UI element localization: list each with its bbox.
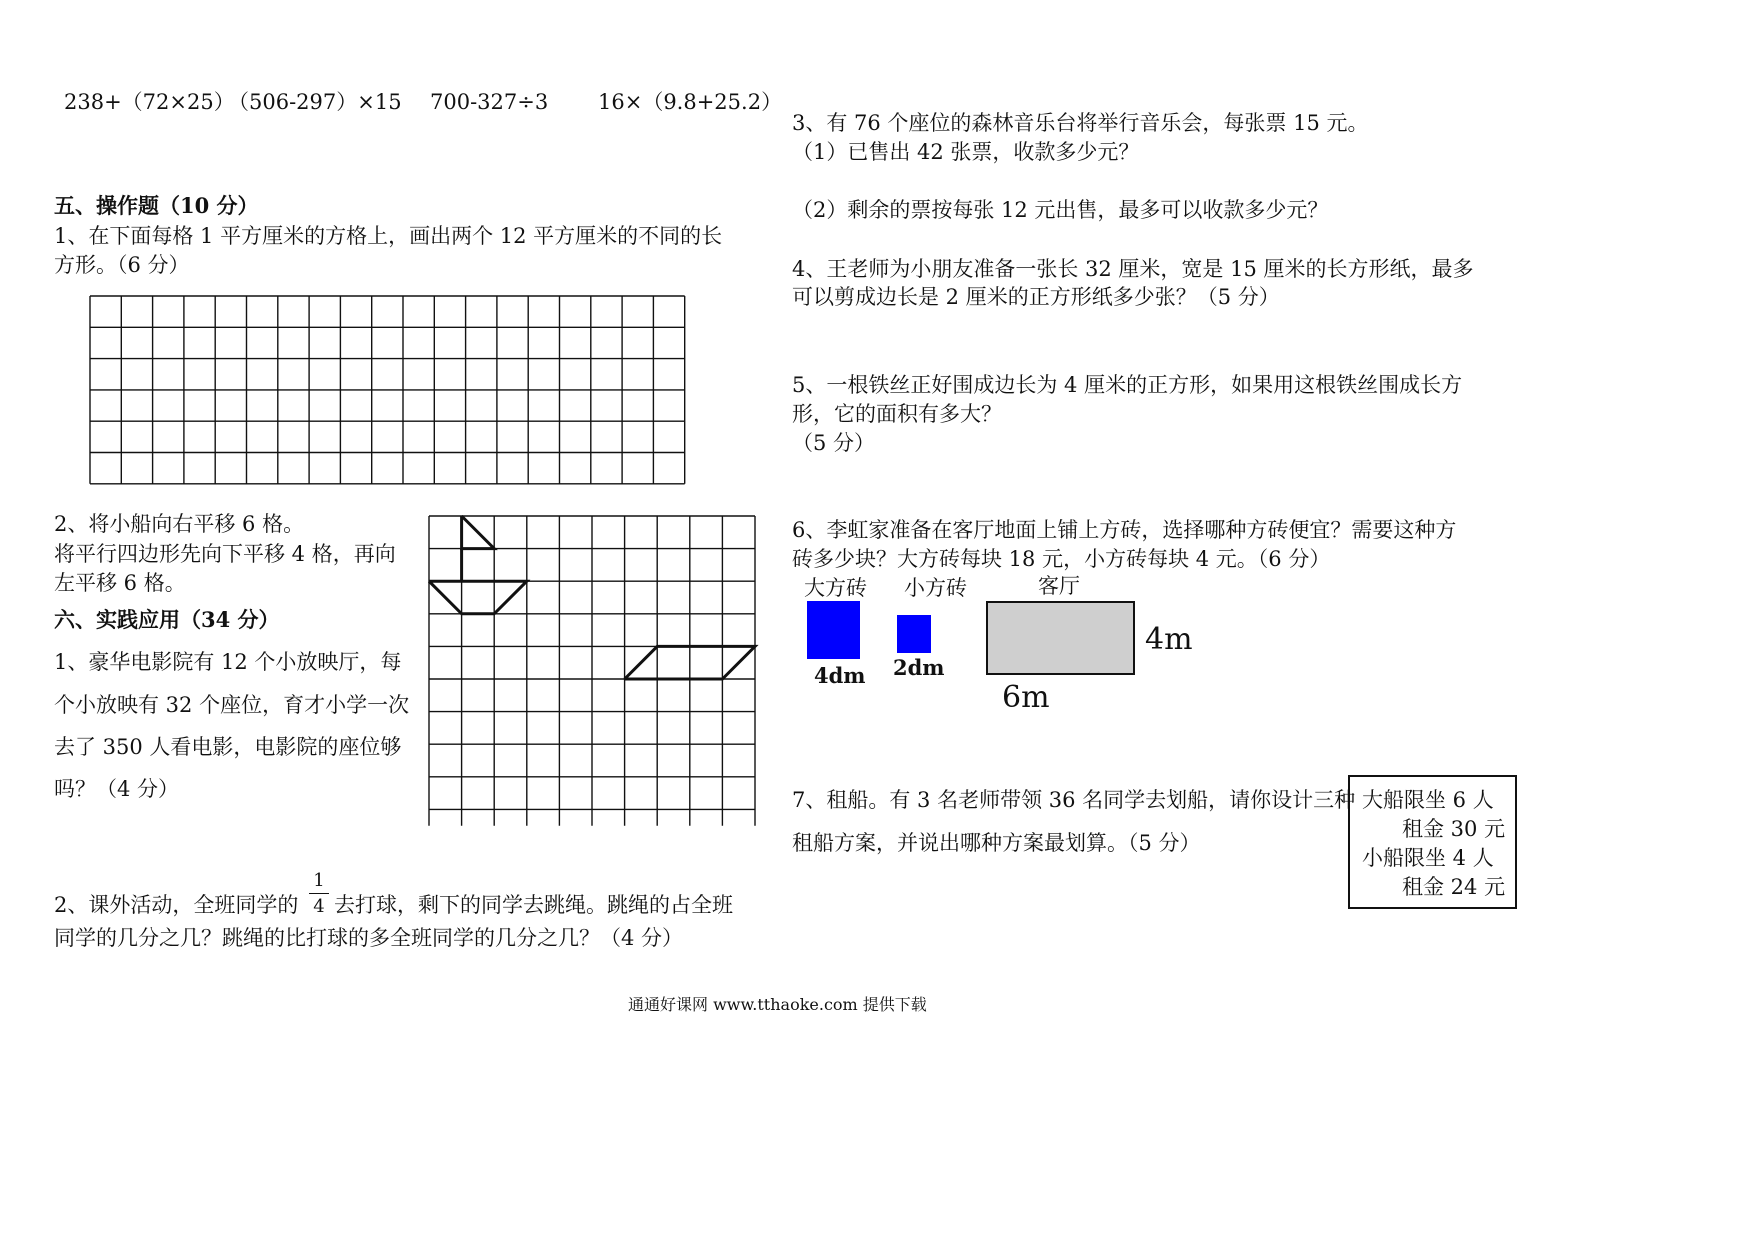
small-tile-square (897, 615, 931, 653)
q4-line2: 可以剪成边长是 2 厘米的正方形纸多少张？（5 分） (792, 285, 1280, 309)
q3-sub1: （1）已售出 42 张票，收款多少元？ (792, 140, 1140, 164)
s5-q2-line1: 2、将小船向右平移 6 格。 (54, 512, 305, 536)
room-label: 客厅 (1038, 574, 1080, 598)
q5-line1: 5、一根铁丝正好围成边长为 4 厘米的正方形，如果用这根铁丝围成长方 (792, 373, 1463, 397)
fraction-numerator: 1 (313, 870, 325, 891)
room-width: 6m (1002, 680, 1050, 715)
s5-q2-line3: 左平移 6 格。 (54, 571, 186, 595)
fraction-bar (309, 893, 329, 894)
q6-line2: 砖多少块？大方砖每块 18 元，小方砖每块 4 元。（6 分） (792, 547, 1331, 571)
boat-sail (462, 516, 495, 549)
expression-2: （506-297）×15 (228, 90, 402, 114)
expression-3: 700-327÷3 (430, 90, 549, 114)
big-tile-label: 大方砖 (804, 576, 867, 600)
q4-line1: 4、王老师为小朋友准备一张长 32 厘米，宽是 15 厘米的长方形纸，最多 (792, 257, 1474, 281)
big-tile-square (807, 601, 860, 659)
rent-big-line1: 大船限坐 6 人 (1362, 788, 1494, 812)
s5-q1-line2: 方形。（6 分） (54, 253, 190, 277)
q7-line2: 租船方案，并说出哪种方案最划算。（5 分） (792, 831, 1201, 855)
small-tile-size: 2dm (893, 655, 945, 680)
q3-sub2: （2）剩余的票按每张 12 元出售，最多可以收款多少元？ (792, 198, 1329, 222)
drawing-grid-rectangles[interactable] (89, 295, 687, 486)
s6-q2-suffix: 去打球，剩下的同学去跳绳。跳绳的占全班 (334, 893, 733, 917)
q7-line1: 7、租船。有 3 名老师带领 36 名同学去划船，请你设计三种 (792, 788, 1356, 812)
q5-line2: 形，它的面积有多大？ (792, 402, 1002, 426)
fraction-one-quarter (309, 870, 329, 917)
q5-line3: （5 分） (792, 431, 876, 455)
living-room-rectangle (986, 601, 1135, 675)
expression-4: 16×（9.8+25.2） (598, 90, 783, 114)
section-5-title: 五、操作题（10 分） (54, 193, 259, 218)
s6-q1-line1: 1、豪华电影院有 12 个小放映厅，每 (54, 650, 402, 674)
footer[interactable]: 通通好课网 www.tthaoke.com 提供下载 (628, 995, 927, 1014)
s6-q2-line2: 同学的几分之几？跳绳的比打球的多全班同学的几分之几？（4 分） (54, 926, 684, 950)
s6-q1-line2: 个小放映有 32 个座位，育才小学一次 (54, 693, 410, 717)
s5-q2-line2: 将平行四边形先向下平移 4 格，再向 (54, 542, 396, 566)
big-tile-size: 4dm (814, 663, 866, 688)
rent-big-line2: 租金 30 元 (1402, 817, 1506, 841)
rent-small-line2: 租金 24 元 (1402, 875, 1506, 899)
room-height: 4m (1145, 622, 1193, 657)
rent-small-line1: 小船限坐 4 人 (1362, 846, 1494, 870)
s6-q2-prefix: 2、课外活动，全班同学的 (54, 893, 299, 917)
q6-line1: 6、李虹家准备在客厅地面上铺上方砖，选择哪种方砖便宜？需要这种方 (792, 518, 1457, 542)
s6-q1-line4: 吗？（4 分） (54, 777, 180, 801)
section-6-title: 六、实践应用（34 分） (54, 607, 280, 632)
q3-line1: 3、有 76 个座位的森林音乐台将举行音乐会，每张票 15 元。 (792, 111, 1369, 135)
s5-q1-line1: 1、在下面每格 1 平方厘米的方格上，画出两个 12 平方厘米的不同的长 (54, 224, 723, 248)
boat-hull (429, 581, 527, 614)
s6-q1-line3: 去了 350 人看电影，电影院的座位够 (54, 735, 402, 759)
small-tile-label: 小方砖 (904, 576, 967, 600)
translation-grid[interactable] (428, 515, 759, 828)
fraction-denominator: 4 (313, 896, 325, 917)
expression-1: 238+（72×25） (64, 90, 235, 114)
